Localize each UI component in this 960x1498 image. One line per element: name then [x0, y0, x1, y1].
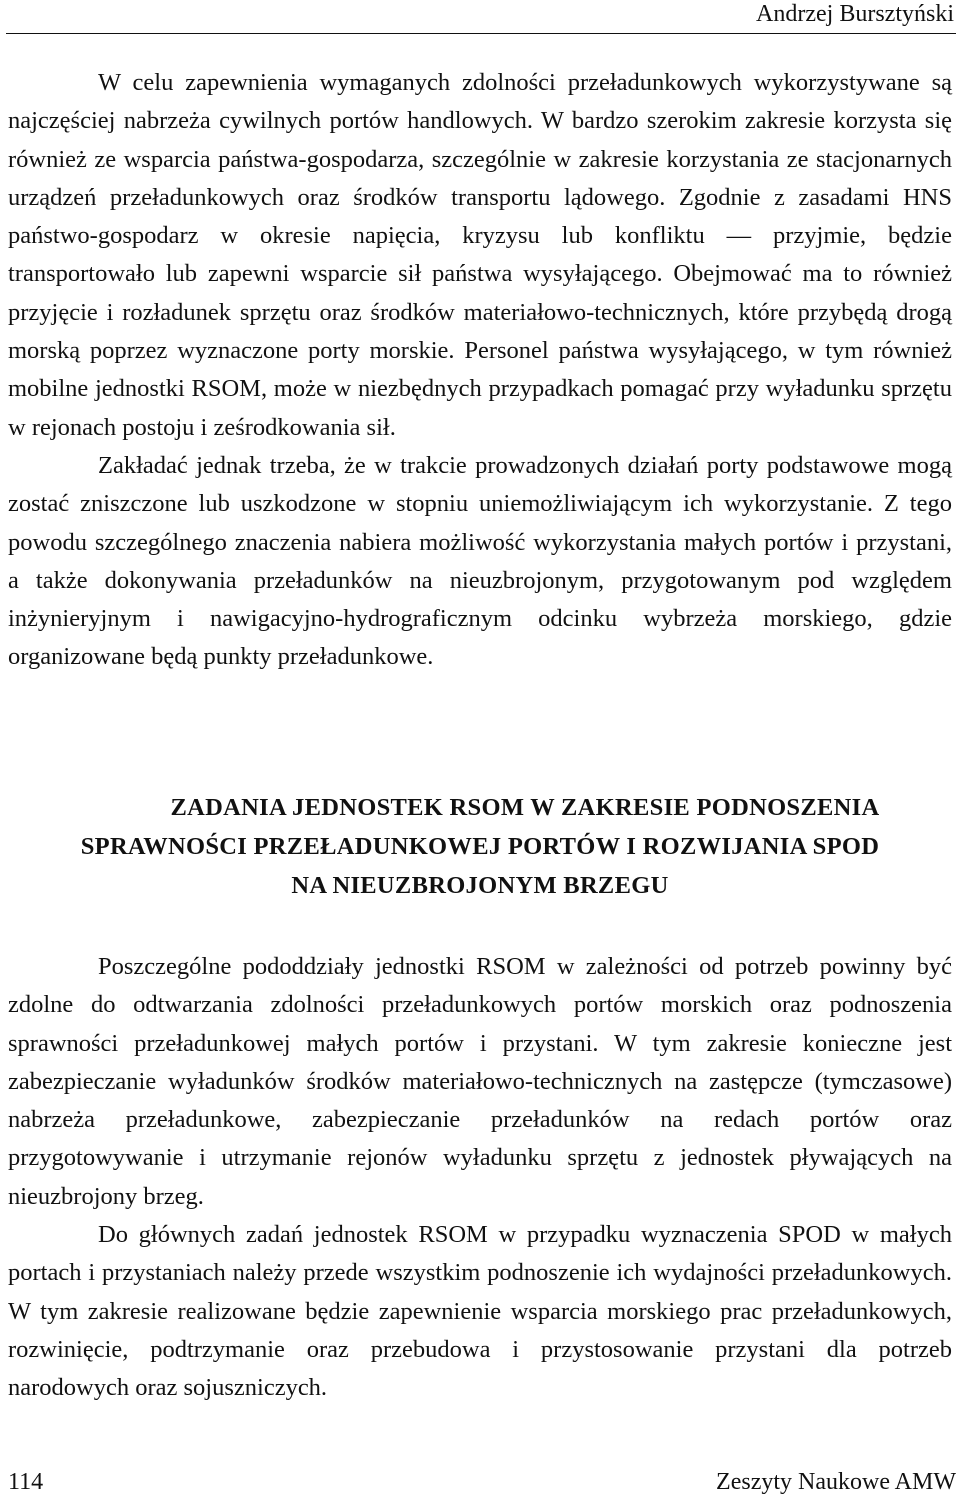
- journal-name: Zeszyty Naukowe AMW: [716, 1469, 956, 1495]
- paragraph: W celu zapewnienia wymaganych zdolności przeładunkowych wykorzystywane są najczęściej nabrzeża cywilnych portów handlowych. W bardzo szerokim zakresie korzysta się również ze wsparcia państwa-gospodarza, szczególnie w zakresie korzystania ze stacjonarnych urządzeń przeładunkowych oraz środków transportu lądowego. Zgodnie z zasadami HNS państwo-gospodarz w okresie napięcia, kryzysu lub konfliktu — przyjmie, będzie transportowało lub zapewni wsparcie sił państwa wysyłającego. Obejmować ma to również przyjęcie i rozładunek sprzętu oraz środków materiałowo-technicznych, które przybędą drogą morską poprzez wyznaczone porty morskie. Personel państwa wysyłającego, w tym również mobilne jednostki RSOM, może w niezbędnych przypadkach pomagać przy wyładunku sprzętu w rejonach postoju i ześrodkowania sił.: [8, 69, 952, 441]
- paragraph: Poszczególne pododdziały jednostki RSOM w zależności od potrzeb powinny być zdolne do odtwarzania zdolności przeładunkowych portów morskich oraz podnoszenia sprawności przeładunkowej małych portów i przystani. W tym zakresie konieczne jest zabezpieczanie wyładunków środków materiałowo-technicznych na zastępcze (tymczasowe) nabrzeża przeładunkowe, zabezpieczanie przeładunków na redach portów oraz przygotowywanie i utrzymanie rejonów wyładunku sprzętu z jednostek pływających na nieuzbrojony brzeg.: [8, 953, 952, 1210]
- section-heading: [0, 788, 960, 905]
- paragraph: Do głównych zadań jednostek RSOM w przypadku wyznaczenia SPOD w małych portach i przystaniach należy przede wszystkim podnoszenie ich wydajności przeładunkowych. W tym zakresie realizowane będzie zapewnienie wsparcia morskiego prac przeładunkowych, rozwinięcie, podtrzymanie oraz przebudowa i przystosowanie przystani dla potrzeb narodowych oraz sojuszniczych.: [8, 1221, 952, 1402]
- section-heading-line: SPRAWNOŚCI PRZEŁADUNKOWEJ PORTÓW I ROZWIJANIA SPOD: [80, 833, 880, 860]
- body-section-2: [8, 948, 952, 1408]
- page-number: 114: [8, 1469, 44, 1495]
- paragraph: Zakładać jednak trzeba, że w trakcie prowadzonych działań porty podstawowe mogą zostać zniszczone lub uszkodzone w stopniu uniemożliwiającym ich wykorzystanie. Z tego powodu szczególnego znaczenia nabiera możliwość wykorzystania małych portów i przystani, a także dokonywania przeładunków na nieuzbrojonym, przygotowanym pod względem inżynieryjnym i nawigacyjno-hydrograficznym odcinku wybrzeża morskiego, gdzie organizowane będą punkty przeładunkowe.: [8, 451, 952, 671]
- running-head-author: Andrzej Bursztyński: [756, 1, 954, 27]
- header-rule: [6, 33, 956, 34]
- body-section-1: [8, 64, 952, 677]
- section-heading-line: ZADANIA JEDNOSTEK RSOM W ZAKRESIE PODNOSZENIA: [170, 794, 880, 821]
- section-heading-line: NA NIEUZBROJONYM BRZEGU: [291, 872, 669, 899]
